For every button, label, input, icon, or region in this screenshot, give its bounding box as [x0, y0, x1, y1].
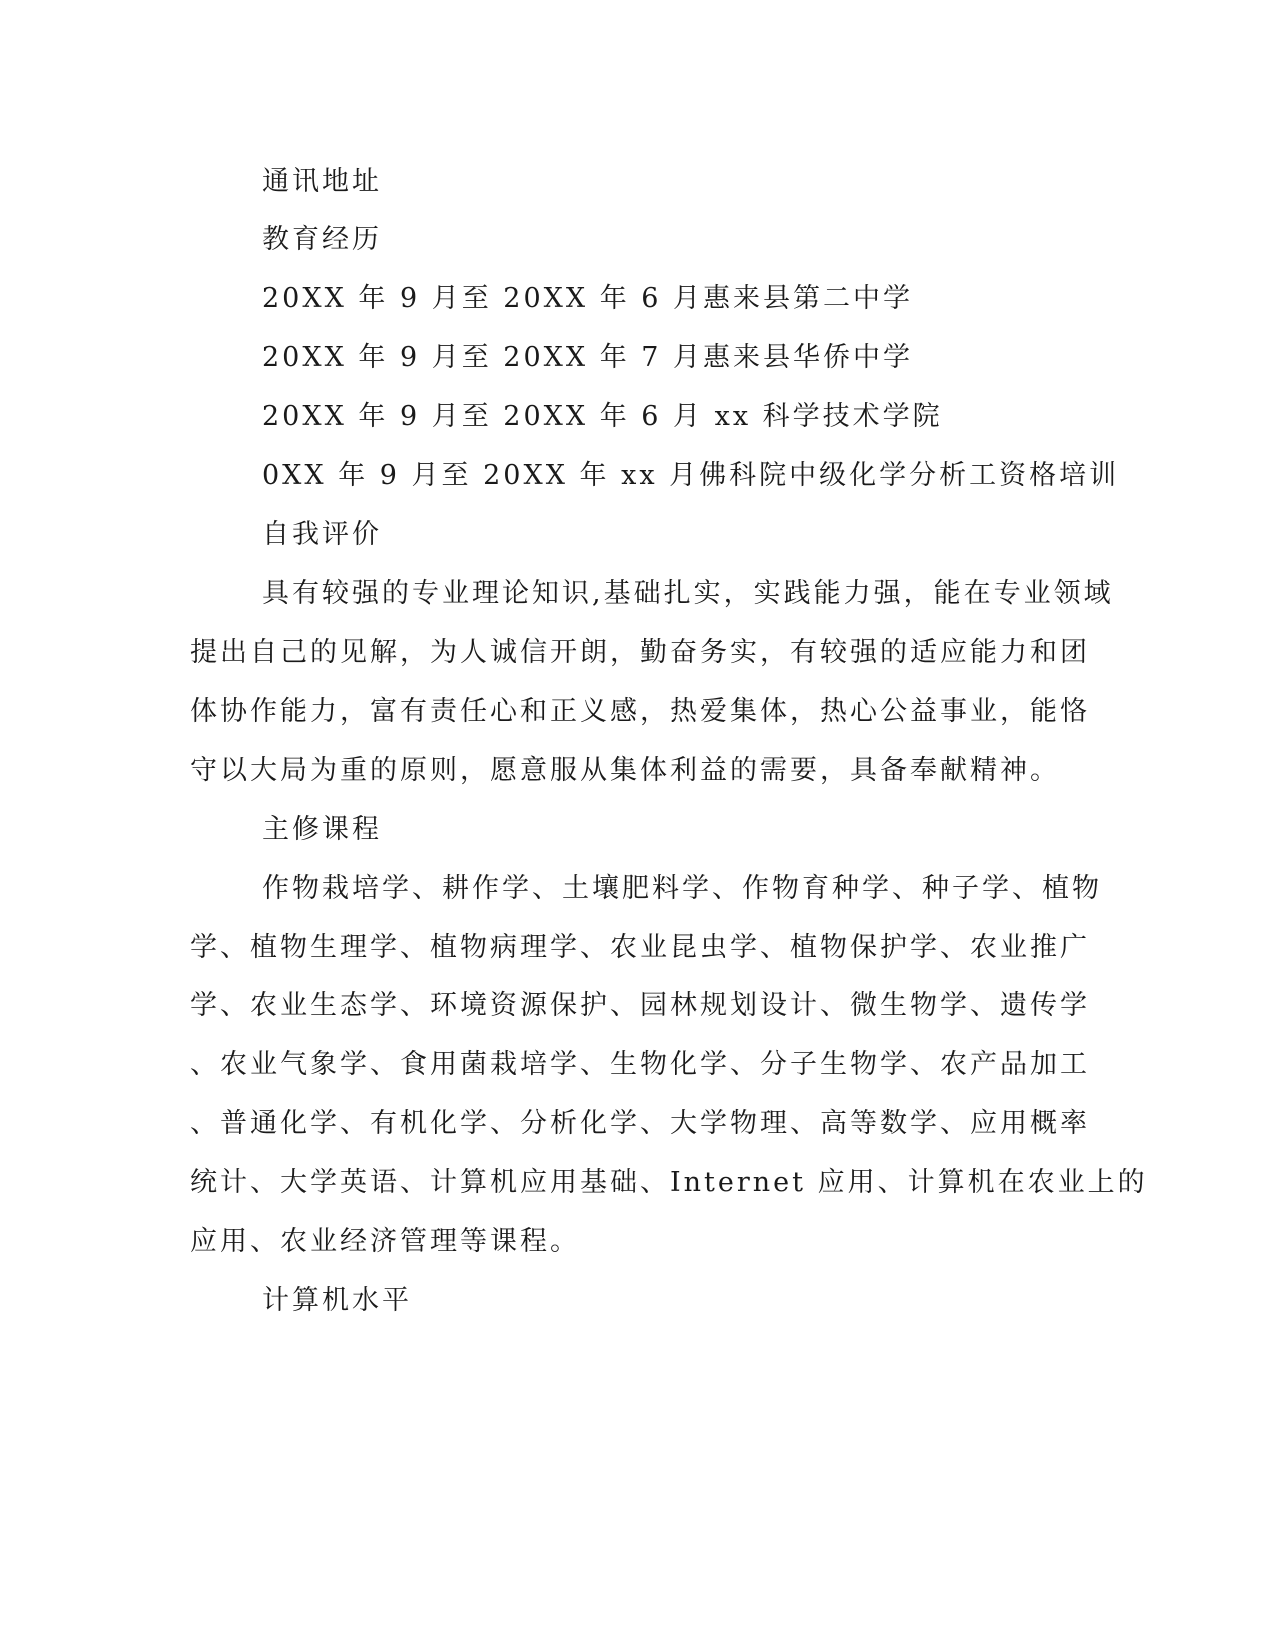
courses-line: 学、植物生理学、植物病理学、农业昆虫学、植物保护学、农业推广: [190, 932, 1090, 963]
heading-education: 教育经历: [262, 224, 382, 255]
education-entry: 0XX 年 9 月至 20XX 年 xx 月佛科院中级化学分析工资格培训: [262, 460, 1120, 491]
self-evaluation-line: 体协作能力，富有责任心和正义感，热爱集体，热心公益事业，能恪: [190, 696, 1090, 727]
courses-line: 应用、农业经济管理等课程。: [190, 1226, 580, 1257]
courses-line: 统计、大学英语、计算机应用基础、Internet 应用、计算机在农业上的: [190, 1167, 1148, 1198]
heading-self-evaluation: 自我评价: [262, 519, 382, 550]
self-evaluation-line: 具有较强的专业理论知识,基础扎实，实践能力强，能在专业领域: [262, 578, 1114, 609]
education-entry: 20XX 年 9 月至 20XX 年 7 月惠来县华侨中学: [262, 342, 914, 373]
courses-line: 、农业气象学、食用菌栽培学、生物化学、分子生物学、农产品加工: [190, 1049, 1090, 1080]
education-entry: 20XX 年 9 月至 20XX 年 6 月 xx 科学技术学院: [262, 401, 943, 432]
courses-line: 作物栽培学、耕作学、土壤肥料学、作物育种学、种子学、植物: [262, 873, 1102, 904]
education-entry: 20XX 年 9 月至 20XX 年 6 月惠来县第二中学: [262, 283, 914, 314]
heading-computer-skills: 计算机水平: [262, 1285, 412, 1316]
heading-main-courses: 主修课程: [262, 814, 382, 845]
courses-line: 、普通化学、有机化学、分析化学、大学物理、高等数学、应用概率: [190, 1108, 1090, 1139]
heading-mailing-address: 通讯地址: [262, 166, 382, 197]
self-evaluation-line: 提出自己的见解，为人诚信开朗，勤奋务实，有较强的适应能力和团: [190, 637, 1090, 668]
self-evaluation-line: 守以大局为重的原则，愿意服从集体利益的需要，具备奉献精神。: [190, 755, 1060, 786]
courses-line: 学、农业生态学、环境资源保护、园林规划设计、微生物学、遗传学: [190, 990, 1090, 1021]
